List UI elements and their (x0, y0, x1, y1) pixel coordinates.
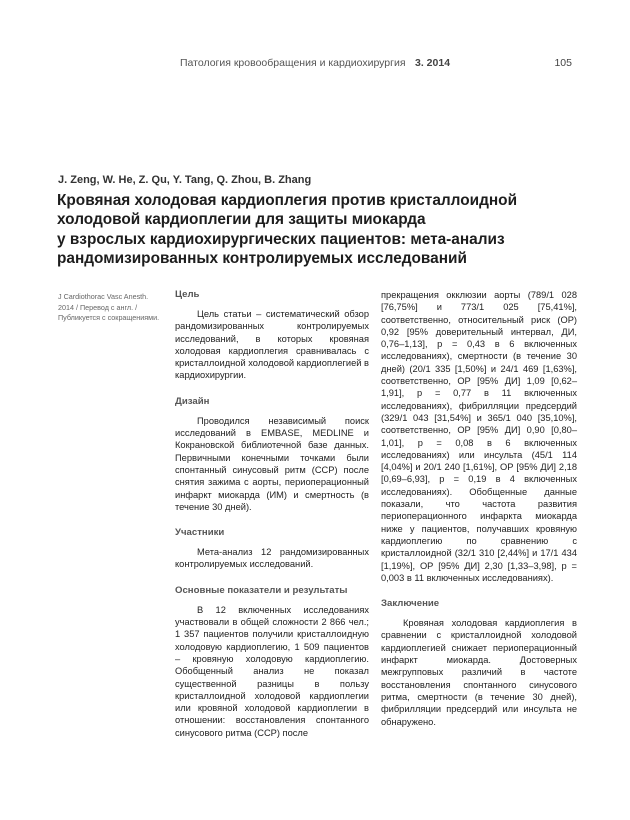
title-line: Кровяная холодовая кардиоплегия против кристаллоидной (57, 192, 518, 209)
journal-name: Патология кровообращения и кардиохирургия (180, 57, 406, 69)
source-note-line: 2014 / Перевод с англ. / (58, 302, 138, 312)
left-column (175, 289, 369, 753)
source-note (58, 292, 176, 324)
aim-text: Цель статьи – систематический обзор рандомизированных контролируемых исследований, в которых кровяная холодовая кардиоплегия сравнивалась с кристаллоидной холодовой кардиоплегией в кардиохирургии. (175, 309, 369, 381)
results-text-part1: В 12 включенных исследованиях участвовали в общей сложности 2 866 чел.; 1 357 пациентов получили кристаллоидную холодовую кардиоплегию, 1 509 пациентов – кровяную холодовую кардиоплегию. Обобщенный анализ не показал существенной разницы в пользу кристаллоидной холодовой кардиоплегии или кровяной холодовой кардиоплегии в отношении: восстановления спонтанного синусового ритма (ССР) после (175, 604, 369, 738)
page-number: 105 (554, 57, 572, 69)
results-text-part2: прекращения окклюзии аорты (789/1 028 [76,75%] и 773/1 025 [75,41%], соответственно, относительный риск (ОР) 0,92 [95% доверительный интервал, ДИ, 0,76–1,13], p = 0,43 в 6 включенных исследованиях), смертности (в течение 30 дней) (20/1 335 [1,50%] и 24/1 469 [1,63%], соответственно, ОР [95% ДИ] 1,09 [0,62–1,91], p = 0,77 в 11 включенных исследованиях), фибрилляции предсердий (329/1 043 [31,54%] и 365/1 040 [35,10%], соответственно, ОР [95% ДИ] 0,90 [0,80–1,01], p = 0,08 в 6 включенных исследованиях) или инсульта (45/1 114 [4,04%] и 20/1 240 [1,61%], ОР [95% ДИ] 2,18 [0,69–6,93], p = 0,19 в 4 включенных исследованиях). Обобщенные данные показали, что частота развития периоперационного инфаркта миокарда ниже у пациентов, получавших кровяную кардиоплегию по сравнению с кристаллоидной (32/1 310 [2,44%] и 17/1 434 [1,19%], ОР [95% ДИ] 2,30 [1,33–3,98], p = 0,003 в 11 включенных исследованиях). (381, 290, 577, 583)
design-text: Проводился независимый поиск исследований в EMBASE, MEDLINE и Кокрановской библиотечной базе данных. Первичными конечными точками были спонтанный синусовый ритм (ССР) после снятия зажима с аорты, периоперационный инфаркт миокарда (ИМ) и смертность (в течение 30 дней). (175, 415, 369, 512)
author-list: J. Zeng, W. He, Z. Qu, Y. Tang, Q. Zhou, B. Zhang (58, 174, 312, 186)
running-header (180, 57, 572, 73)
title-line: рандомизированных контролируемых исследований (57, 250, 467, 268)
results-heading: Основные показатели и результаты (175, 584, 348, 596)
source-note-line: Публикуется с сокращениями. (58, 313, 160, 323)
title-line: холодовой кардиоплегии для защиты миокарда (57, 211, 426, 229)
aim-heading: Цель (175, 289, 200, 300)
title-line: у взрослых кардиохирургических пациентов: мета-анализ (57, 230, 505, 248)
participants-text: Мета-анализ 12 рандомизированных контролируемых исследований. (175, 547, 369, 570)
issue-number: 3. 2014 (415, 57, 451, 69)
article-title (57, 191, 577, 269)
conclusion-heading: Заключение (381, 598, 440, 610)
participants-heading: Участники (175, 527, 225, 539)
design-heading: Дизайн (175, 395, 210, 407)
conclusion-text: Кровяная холодовая кардиоплегия в сравнении с кристаллоидной холодовой кардиоплегией снижает периоперационный инфаркт миокарда. Достоверных межгрупповых различий в частоте восстановления спонтанного синусового ритма, смертности (в течение 30 дней), фибрилляции предсердий или инсульта не обнаружено. (381, 618, 577, 727)
right-column (381, 289, 577, 742)
source-note-line: J Cardiothorac Vasc Anesth. (58, 292, 149, 301)
